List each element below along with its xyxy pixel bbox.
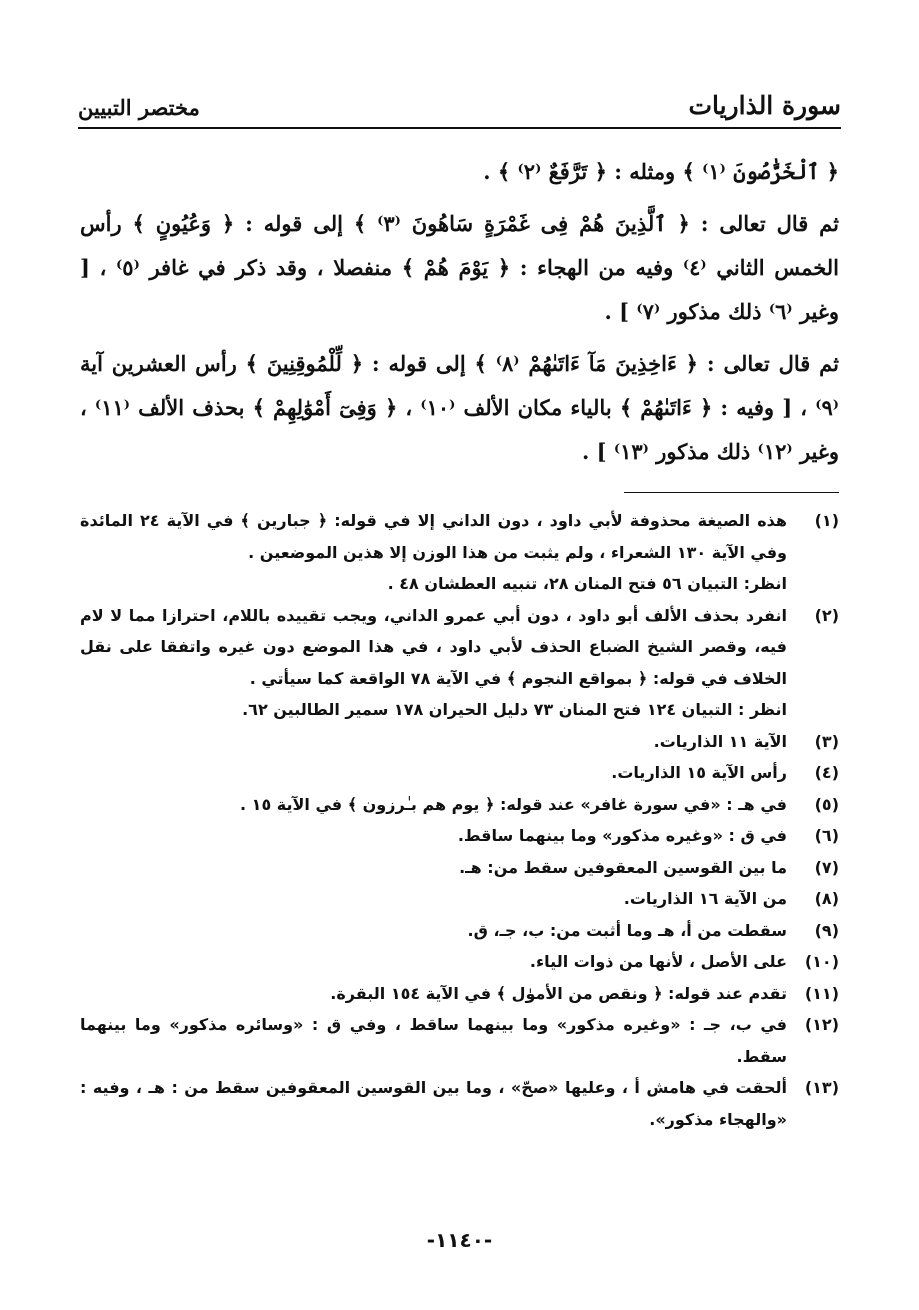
footnote-item [80,568,839,600]
footnote-number: (١٠) [804,952,839,971]
footnote-text: من الآية ١٦ الذاريات. [623,889,787,908]
footnote-number: (١١) [804,983,839,1003]
surah-name: سورة الذاريات [688,91,841,120]
footnotes [80,505,839,1135]
footnote-text: على الأصل ، لأنها من ذوات الياء. [529,952,787,971]
footnote-item [80,600,839,695]
footnote-text: انظر : التبيان ١٢٤ فتح المنان ٧٣ دليل الحيران ١٧٨ سمير الطالبين ٦٢. [242,700,787,719]
footnote-item [80,726,839,758]
footnote-text: رأس الآية ١٥ الذاريات. [611,763,787,782]
footnote-number: (٦) [814,826,839,845]
footnote-number: (١) [814,511,839,530]
footnote-number [787,694,839,726]
footnote-text: في ق : «وغيره مذكور» وما بينهما ساقط. [457,826,787,845]
footnote-number: (٩) [814,920,839,940]
footnote-item [80,694,839,726]
footnote-text: في ب، جـ : «وغيره مذكور» وما بينهما ساقط ، وفي ق : «وسائره مذكور» وما بينهما سقط. [80,1015,787,1066]
footnote-number [787,568,839,600]
footnote-item [80,946,839,978]
footnote-text: انفرد بحذف الألف أبو داود ، دون أبي عمرو الداني، ويجب تقييده باللام، احترازا مما لا لام فيه، وقصر الشيخ الضباع الحذف لأبي داود ، في هذا الموضع دون غيره واتفقا على نقل الخلاف في قوله: ﴿ بمواقع النجوم ﴾ في الآية ٧٨ الواقعة كما سيأتي . [80,605,787,688]
page-header [78,80,841,120]
footnote-text: الآية ١١ الذاريات. [653,731,787,751]
paragraph-3: ثم قال تعالى : ﴿ ءَاخِذِينَ مَآ ءَاتَىٰهُمْ ⁽٨⁾ ﴾ إلى قوله : ﴿ لِّلْمُوقِنِينَ ﴾ رأس العشرين آية ⁽٩⁾ ، [ وفيه : ﴿ ءَاتَىٰهُمْ ﴾ بالياء مكان الألف ⁽١٠⁾ ، ﴿ وَفِىٓ أَمْوَٰلِهِمْ ﴾ بحذف الألف ⁽١١⁾ ، وغير ⁽١٢⁾ ذلك مذكور ⁽١٣⁾ ] . [80,351,839,464]
main-text [80,150,839,482]
footnote-number: (٨) [814,889,839,908]
header-rule [78,127,841,129]
footnote-text: تقدم عند قوله: ﴿ ونقص من الأموٰل ﴾ في الآية ١٥٤ البقرة. [330,983,787,1003]
footnote-item [80,757,839,789]
paragraph-1: ﴿ ٱلْخَرَّٰصُونَ ⁽١⁾ ﴾ ومثله : ﴿ تَرَّفَعٌ ⁽٢⁾ ﴾ . [483,159,839,184]
footnote-text: ما بين القوسين المعقوفين سقط من: هـ. [459,857,787,877]
book-title: مختصر التبيين [78,95,200,120]
footnote-item [80,789,839,821]
footnote-item [80,505,839,568]
footnote-number: (١٣) [804,1078,839,1097]
footnote-number: (٤) [814,763,839,782]
footnote-item [80,978,839,1010]
footnote-item [80,1009,839,1072]
footnote-separator [624,492,839,493]
footnote-number: (١٢) [804,1015,839,1034]
footnote-number: (٢) [814,605,839,625]
footnote-text: سقطت من أ، هـ وما أثبت من: ب، جـ، ق. [467,920,787,940]
footnote-item [80,820,839,852]
footnote-item [80,852,839,884]
footnote-item [80,915,839,947]
footnote-number: (٥) [814,794,839,814]
page-number: -١١٤٠- [426,1228,493,1252]
footnote-item [80,1072,839,1135]
paragraph-2: ثم قال تعالى : ﴿ ٱلَّذِينَ هُمْ فِى غَمْرَةٍ سَاهُونَ ⁽٣⁾ ﴾ إلى قوله : ﴿ وَعُيُونٍ ﴾ رأس الخمس الثاني ⁽٤⁾ وفيه من الهجاء : ﴿ يَوْمَ هُمْ ﴾ منفصلا ، وقد ذكر في غافر ⁽٥⁾ ، [ وغير ⁽٦⁾ ذلك مذكور ⁽٧⁾ ] . [80,211,839,324]
footnote-item [80,883,839,915]
footnote-number: (٣) [814,731,839,751]
footnote-text: في هـ : «في سورة غافر» عند قوله: ﴿ يوم هم بـٰرزون ﴾ في الآية ١٥ . [240,794,787,814]
footnote-number: (٧) [814,857,839,877]
footnote-text: هذه الصيغة محذوفة لأبي داود ، دون الداني إلا في قوله: ﴿ جبارين ﴾ في الآية ٢٤ المائدة وفي الآية ١٣٠ الشعراء ، ولم يثبت من هذا الوزن إلا هذين الموضعين . [80,511,787,562]
footnote-text: ألحقت في هامش أ ، وعليها «صحّ» ، وما بين القوسين المعقوفين سقط من : هـ ، وفيه : «والهجاء مذكور». [80,1078,787,1129]
footnote-text: انظر: التبيان ٥٦ فتح المنان ٢٨، تنبيه العطشان ٤٨ . [387,574,787,593]
